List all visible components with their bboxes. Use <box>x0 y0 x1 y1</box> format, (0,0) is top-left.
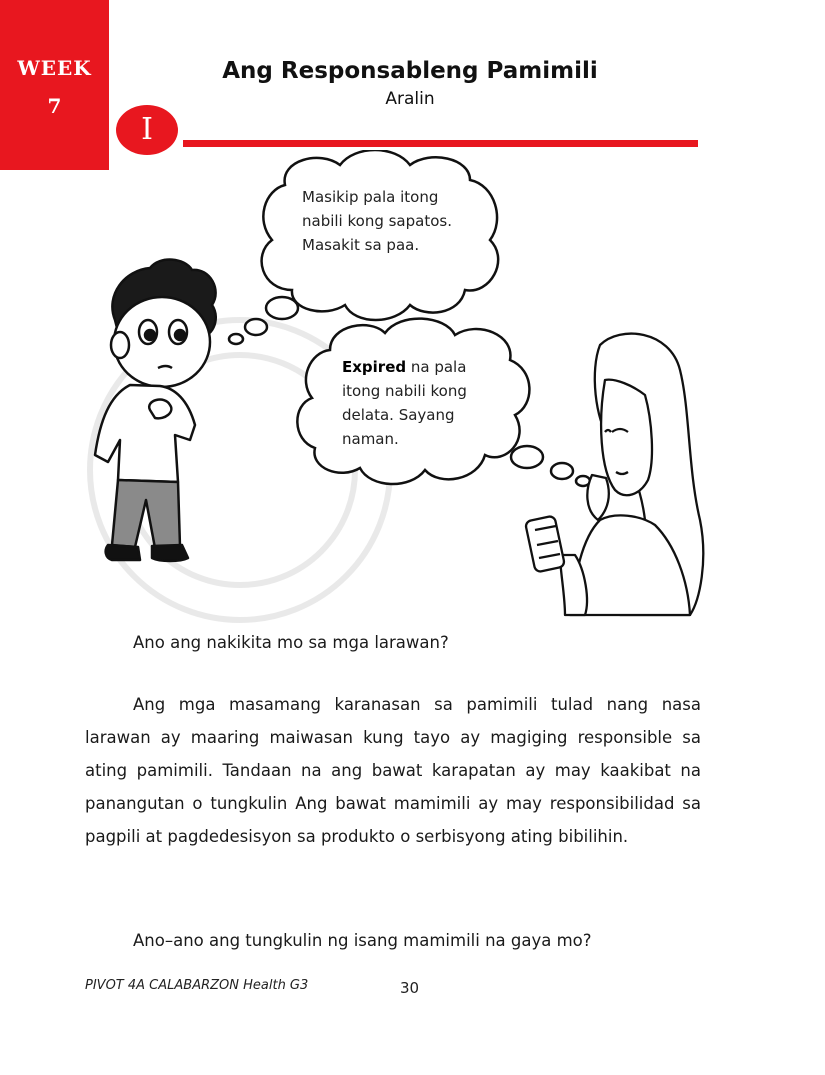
footer-source: PIVOT 4A CALABARZON Health G3 <box>85 978 309 993</box>
boy-thought-text: Masikip pala itong nabili kong sapatos. Masakit sa paa. <box>302 188 452 254</box>
boy-shoe <box>106 545 140 560</box>
lesson-paragraph: Ang mga masamang karanasan sa pamimili tulad nang nasa larawan ay maaring maiwasan kung tayo ay magiging responsible sa ating pamimili. Tandaan na ang bawat karapatan ay may kaakibat na panangutan o tungkulin Ang bawat mamimili ay may responsibilidad sa pagpili at pagdedesisyon sa produkto o serbisyong ating bibilihin. <box>85 695 701 846</box>
question-duties: Ano–ano ang tungkulin ng isang mamimili na gaya mo? <box>133 931 592 950</box>
thought-dot <box>229 334 243 344</box>
thought-dot <box>551 463 573 479</box>
page-number: 30 <box>400 979 420 997</box>
boy-pupil <box>175 330 185 340</box>
boy-ear <box>111 332 129 358</box>
week-badge <box>0 0 109 170</box>
boy-shoe <box>152 545 188 561</box>
boy-hand <box>149 400 171 419</box>
boy-figure <box>95 260 216 561</box>
question-pictures: Ano ang nakikita mo sa mga larawan? <box>133 633 449 652</box>
thought-dot <box>245 319 267 335</box>
thought-dot <box>266 297 298 319</box>
girl-face <box>601 380 652 496</box>
boy-pupil <box>145 330 155 340</box>
page-subtitle: Aralin <box>385 89 435 109</box>
thought-dot <box>511 446 543 468</box>
title-divider <box>183 140 698 147</box>
girl-thought-rest: na pala itong nabili kong delata. Sayang naman. <box>342 358 467 448</box>
week-number: 7 <box>47 94 62 118</box>
expired-word: Expired <box>342 358 407 376</box>
girl-thought-text <box>342 355 492 451</box>
section-marker: I <box>116 105 178 155</box>
week-label: WEEK <box>17 56 92 80</box>
page-title: Ang Responsableng Pamimili <box>222 58 598 84</box>
girl-hand <box>587 475 608 520</box>
